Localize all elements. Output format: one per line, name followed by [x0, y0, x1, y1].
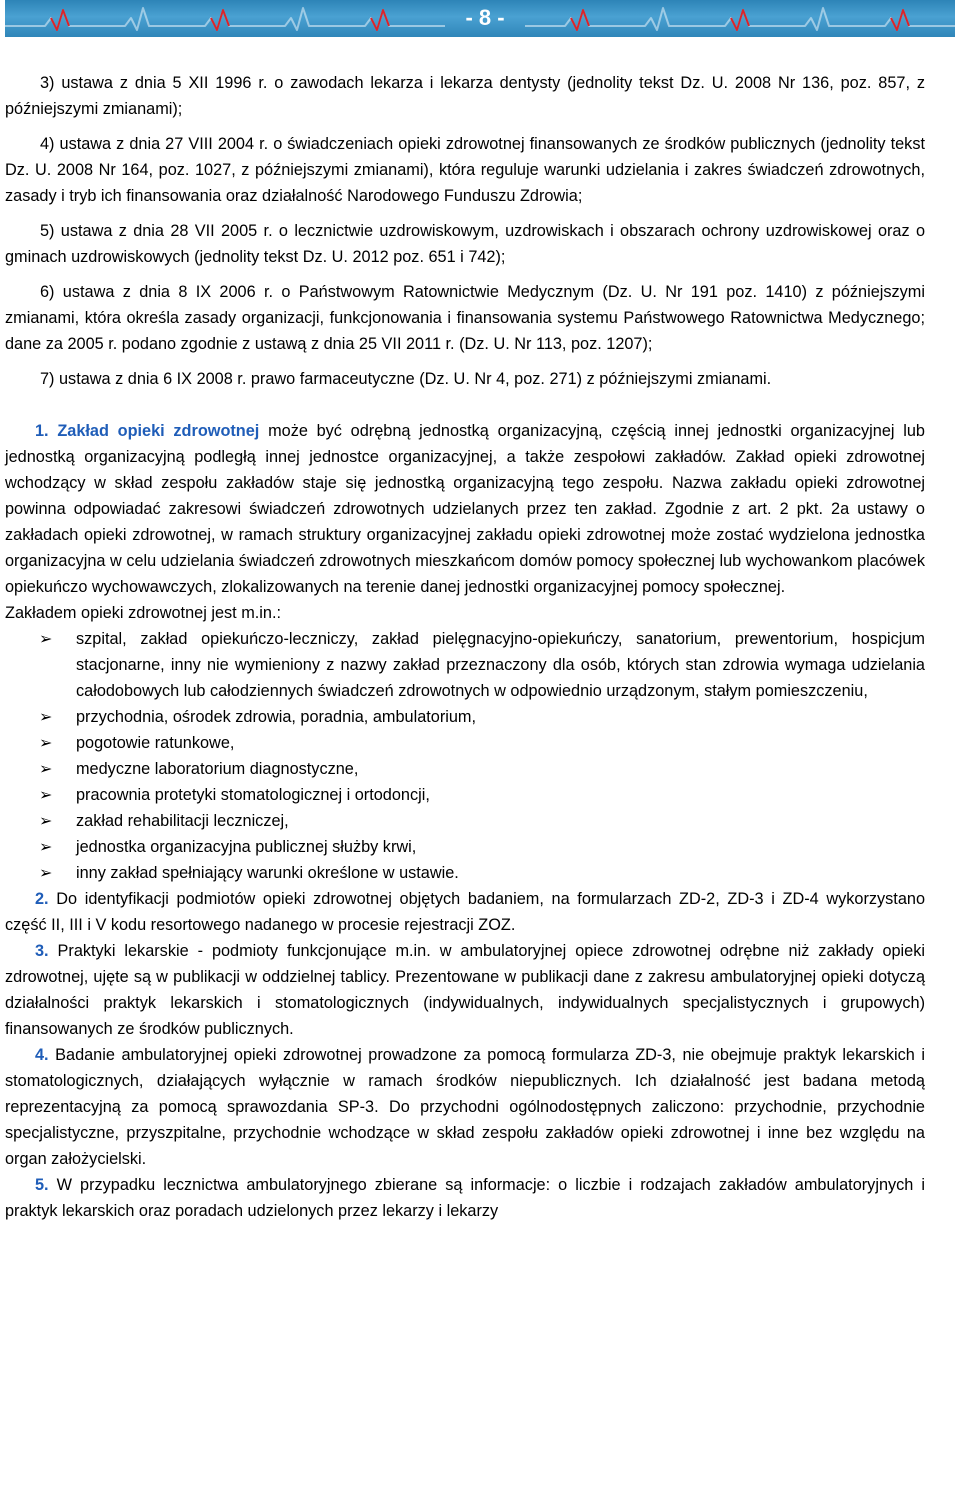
section-text: Praktyki lekarskie - podmioty funkcjonujące m.in. w ambulatoryjnej opiece zdrowotnej odrębne niż zakłady opieki zdrowotnej, ujęte są w publikacji w oddzielnej tablicy. Prezentowane w publikacji dane z zakresu ambulatoryjnej opieki dotyczą działalności praktyk lekarskich i stomatologicznych (indywidualnych, indywidualnych specjalistycznych i grupowych) finansowanych ze środków publicznych. [5, 942, 925, 1038]
law-item-5: 5) ustawa z dnia 28 VII 2005 r. o lecznictwie uzdrowiskowym, uzdrowiskach i obszarach ochrony uzdrowiskowej oraz o gminach uzdrowiskowych (jednolity tekst Dz. U. 2012 poz. 651 i 742); [5, 222, 925, 266]
section-number: 4. [35, 1046, 49, 1064]
arrow-bullet-icon: ➢ [39, 787, 53, 804]
arrow-bullet-icon: ➢ [39, 709, 53, 726]
section-5-paragraph [5, 1172, 925, 1224]
arrow-bullet-icon: ➢ [39, 839, 53, 856]
arrow-bullet-icon: ➢ [39, 813, 53, 830]
arrow-bullet-icon: ➢ [39, 865, 53, 882]
arrow-bullet-icon: ➢ [39, 631, 53, 648]
spacer [5, 392, 925, 418]
section-text: Do identyfikacji podmiotów opieki zdrowotnej objętych badaniem, na formularzach ZD-2, ZD-3 i ZD-4 wykorzystano część II, III i V kodu resortowego nadanego w procesie rejestracji ZOZ. [5, 890, 925, 934]
section-4-paragraph [5, 1042, 925, 1172]
section-number: 5. [35, 1176, 49, 1194]
section-text: W przypadku lecznictwa ambulatoryjnego zbierane są informacje: o liczbie i rodzajach zakładów ambulatoryjnych i praktyk lekarskich oraz poradach udzielonych przez lekarzy i lekarzy [5, 1176, 925, 1220]
document-body [5, 70, 925, 1224]
law-item-6: 6) ustawa z dnia 8 IX 2006 r. o Państwowym Ratownictwie Medycznym (Dz. U. Nr 191 poz. 1410) z późniejszymi zmianami, która określa zasady organizacji, funkcjonowania i finansowania systemu Państwowego Ratownictwa Medycznego; dane za 2005 r. podano zgodnie z ustawą z dnia 25 VII 2011 r. (Dz. U. Nr 113, poz. 1207); [5, 283, 925, 353]
facility-list [5, 626, 925, 886]
list-item: ➢ medyczne laboratorium diagnostyczne, [5, 756, 925, 782]
list-item: ➢ inny zakład spełniający warunki określone w ustawie. [5, 860, 925, 886]
list-item: ➢ przychodnia, ośrodek zdrowia, poradnia, ambulatorium, [5, 704, 925, 730]
law-item-3: 3) ustawa z dnia 5 XII 1996 r. o zawodach lekarza i lekarza dentysty (jednolity tekst Dz. U. 2008 Nr 136, poz. 857, z późniejszymi zmianami); [5, 74, 925, 118]
list-item: ➢ pogotowie ratunkowe, [5, 730, 925, 756]
list-item: ➢ jednostka organizacyjna publicznej służby krwi, [5, 834, 925, 860]
header-band [5, 0, 955, 37]
section-number: 2. [35, 890, 49, 908]
law-item-4: 4) ustawa z dnia 27 VIII 2004 r. o świadczeniach opieki zdrowotnej finansowanych ze środków publicznych (jednolity tekst Dz. U. 2008 Nr 164, poz. 1027, z późniejszymi zmianami), która reguluje warunki udzielania i zakres świadczeń zdrowotnych, zasady i tryb ich finansowania oraz działalność Narodowego Funduszu Zdrowia; [5, 135, 925, 205]
arrow-bullet-icon: ➢ [39, 735, 53, 752]
list-item: ➢ pracownia protetyki stomatologicznej i ortodoncji, [5, 782, 925, 808]
list-lead: Zakładem opieki zdrowotnej jest m.in.: [5, 604, 281, 622]
section-text: może być odrębną jednostką organizacyjną, częścią innej jednostki organizacyjnej lub jednostką organizacyjną podległą innej jednostce organizacyjnej, a także zespołowi zakładów. Zakład opieki zdrowotnej wchodzący w skład zespołu zakładów staje się jednostką organizacyjną tego zespołu. Nazwa zakładu opieki zdrowotnej powinna odpowiadać zakresowi świadczeń zdrowotnych udzielanych przez ten zakład. Zgodnie z art. 2 pkt. 2a ustawy o zakładach opieki zdrowotnej, w ramach struktury organizacyjnej zakładu opieki zdrowotnej może zostać wydzielona jednostka organizacyjna w celu udzielania świadczeń zdrowotnych mieszkańcom domów pomocy społecznej lub wychowankom placówek opiekuńczo wychowawczych, zlokalizowanych na terenie danej jednostki organizacyjnej pomocy społecznej. [5, 422, 925, 596]
page-number: - 8 - [465, 5, 505, 30]
section-text: Badanie ambulatoryjnej opieki zdrowotnej prowadzone za pomocą formularza ZD-3, nie obejmuje praktyk lekarskich i stomatologicznych, działających wyłącznie w ramach środków niepublicznych. Ich działalność jest badana metodą reprezentacyjną za pomocą sprawozdania SP-3. Do przychodni ogólnodostępnych zaliczono: przychodnie, przychodnie specjalistyczne, przyszpitalne, przychodnie wchodzące w skład zespołu zakładów opieki zdrowotnej i inne bez względu na organ założycielski. [5, 1046, 925, 1168]
section-2-paragraph [5, 886, 925, 938]
section-number: 1. [35, 422, 49, 440]
law-item-7: 7) ustawa z dnia 6 IX 2008 r. prawo farmaceutyczne (Dz. U. Nr 4, poz. 271) z późniejszymi zmianami. [40, 370, 772, 388]
list-item: ➢ zakład rehabilitacji leczniczej, [5, 808, 925, 834]
defined-term: Zakład opieki zdrowotnej [57, 422, 260, 440]
arrow-bullet-icon: ➢ [39, 761, 53, 778]
list-item: ➢ szpital, zakład opiekuńczo-leczniczy, zakład pielęgnacyjno-opiekuńczy, sanatorium, prewentorium, hospicjum stacjonarne, inny nie wymieniony z nazwy zakład przeznaczony dla osób, których stan zdrowia wymaga udzielania całodobowych lub całodziennych świadczeń zdrowotnych w odpowiednio urządzonym, stałym pomieszczeniu, [5, 626, 925, 704]
section-3-paragraph [5, 938, 925, 1042]
section-1-paragraph [5, 418, 925, 600]
section-number: 3. [35, 942, 49, 960]
